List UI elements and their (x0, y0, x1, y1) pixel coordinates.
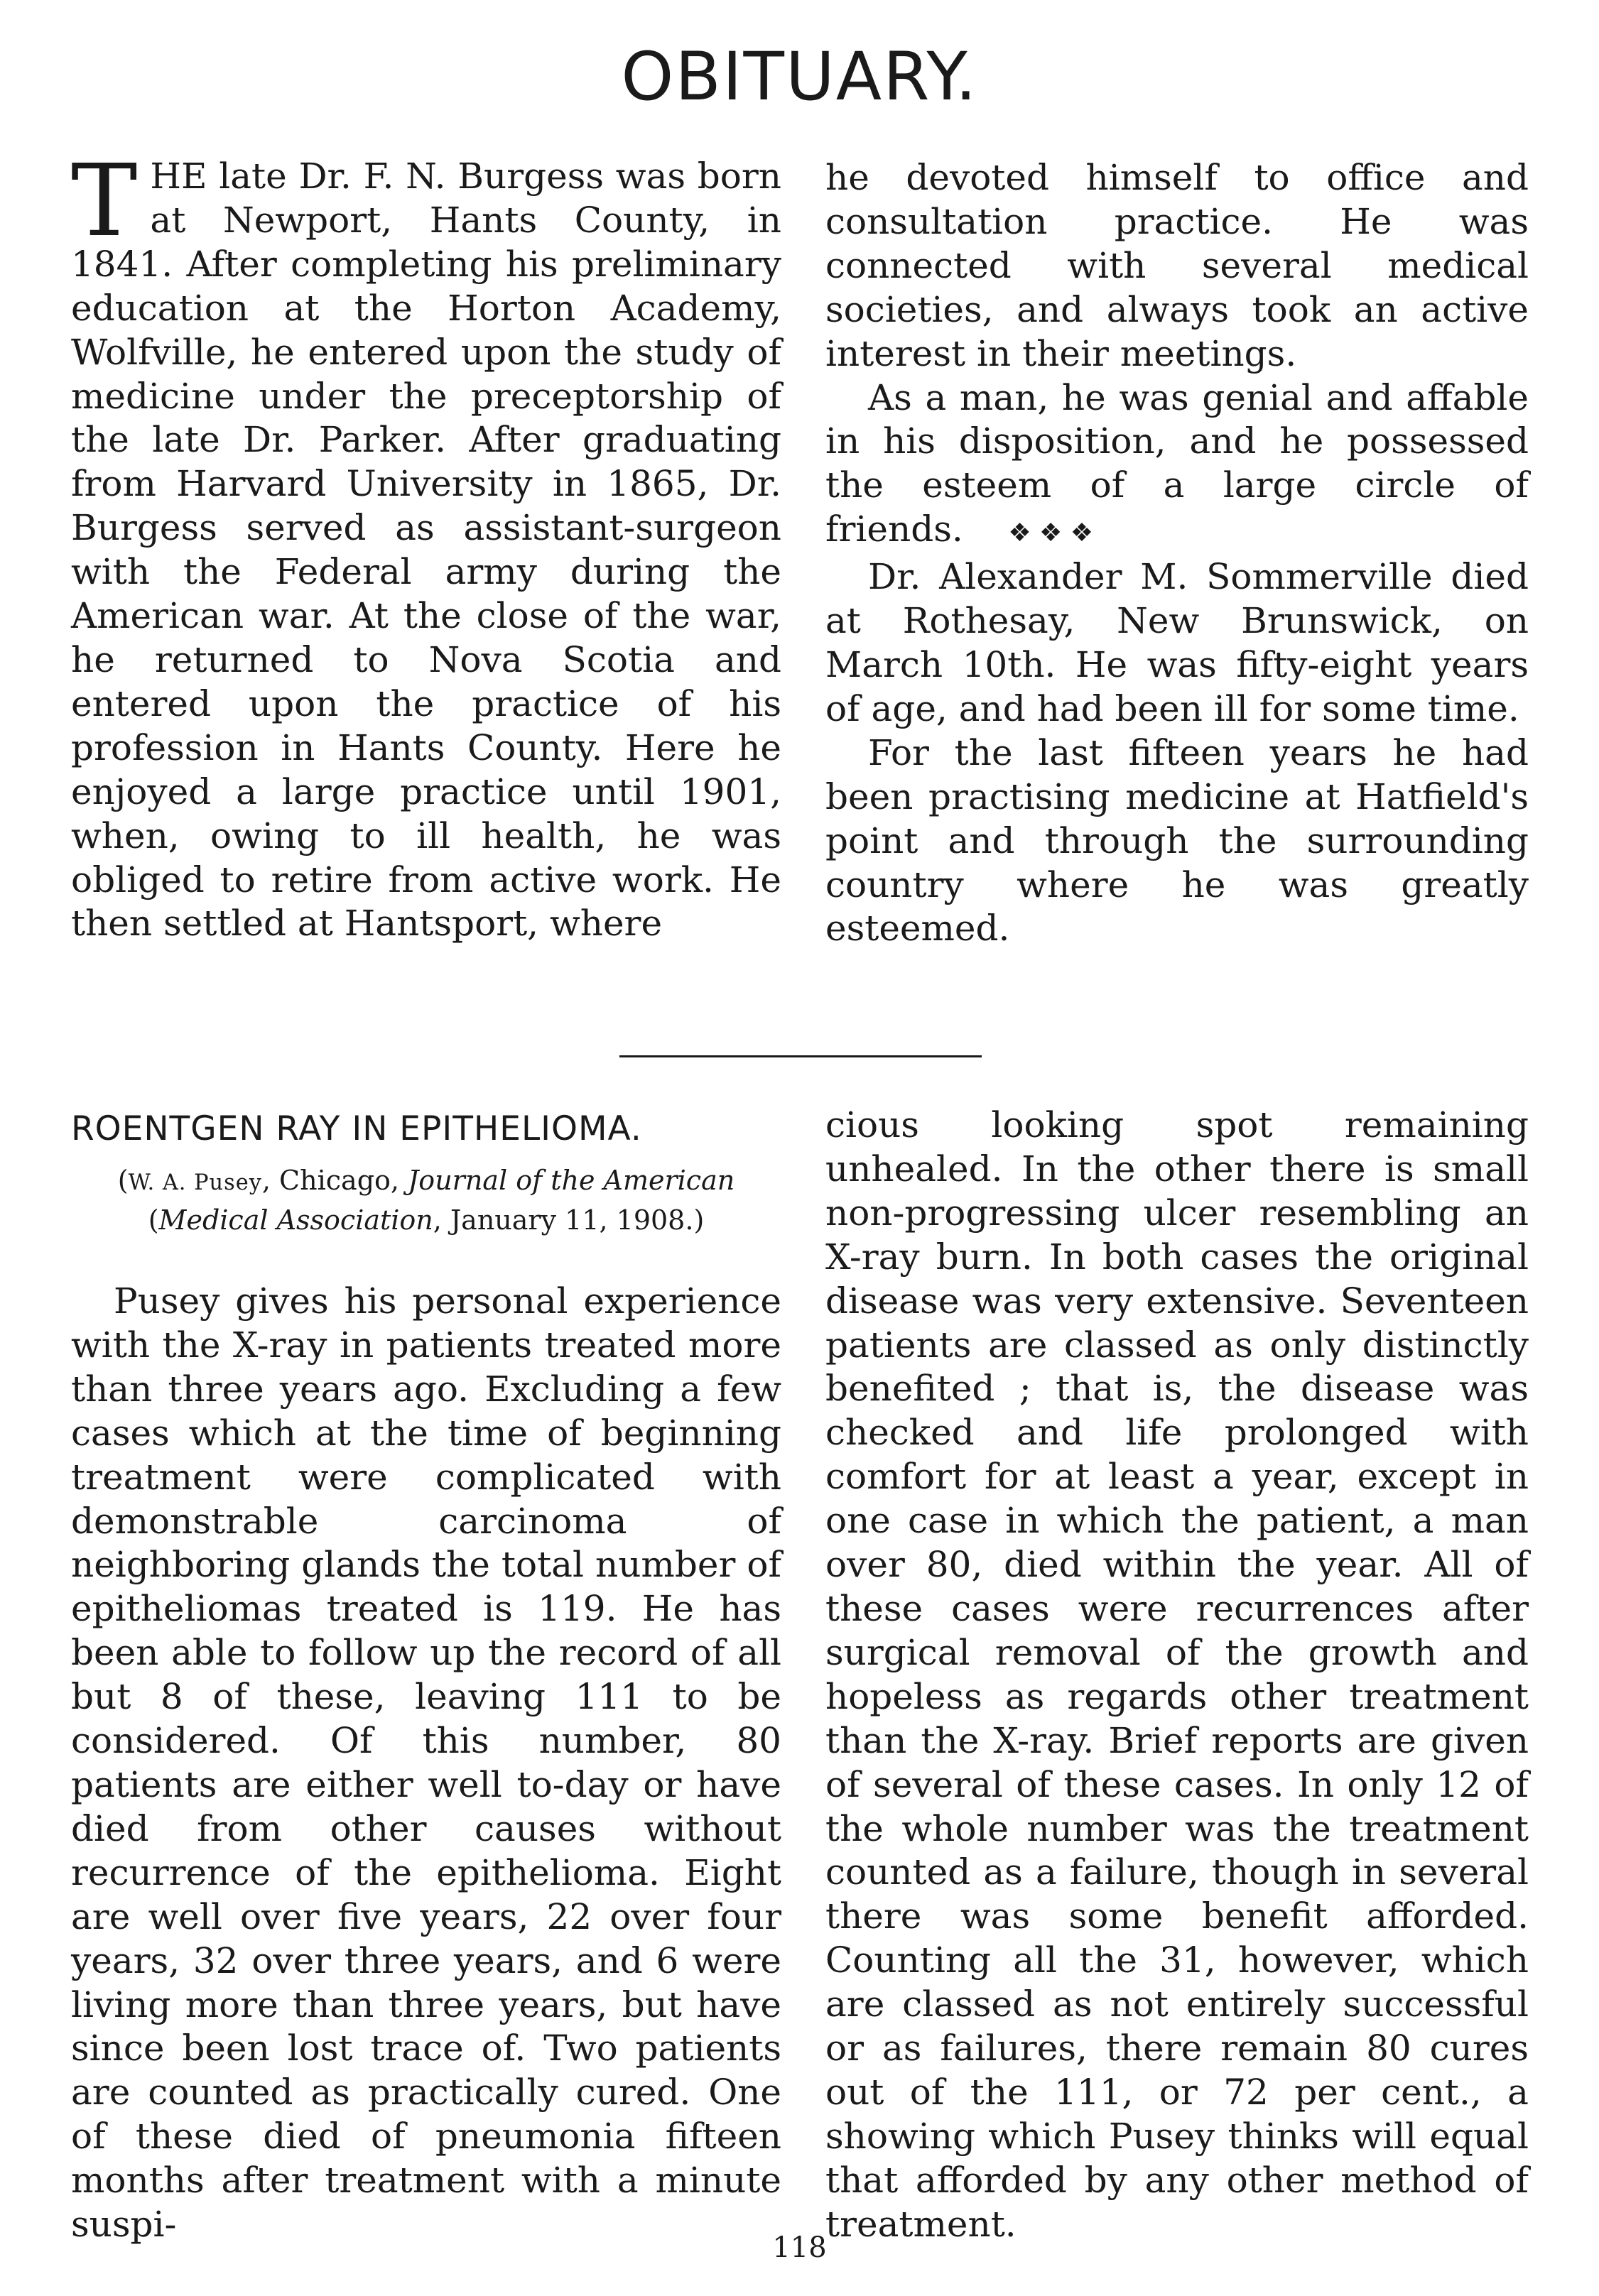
article-right-text: cious looking spot remaining unhealed. In the other there is small non-progressing ulcer resembling an X-ray burn. In both cases the original disease was very extensive. Seventeen patients are classed as only distinctly benefited ; that is, the disease was checked and life prolonged with comfort for at least a year, except in one case in which the patient, a man over 80, died within the year. All of these cases were recurrences after surgical removal of the growth and hopeless as regards other treatment than the X-ray. Brief reports are given of several of these cases. In only 12 of the whole number was the treatment counted as a failure, though in several there was some benefit afforded. Counting all the 31, however, which are classed as not entirely successful or as failures, there remain 80 cures out of the 111, or 72 per cent., a showing which Pusey thinks will equal that afforded by any other method of treatment. (825, 1104, 1529, 2245)
article-left-text: Pusey gives his personal experience with the X-ray in patients treated more than three years ago. Excluding a few cases which at the time of beginning treatment were complicated with demonstrable carcinoma of neighboring glands the total number of epitheliomas treated is 119. He has been able to follow up the record of all but 8 of these, leaving 111 to be considered. Of this number, 80 patients are either well to-day or have died from other causes without recurrence of the epithelioma. Eight are well over five years, 22 over four years, 32 over three years, and 6 were living more than three years, but have since been lost trace of. Two patients are counted as practically cured. One of these died of pneumonia fifteen months after treatment with a minute suspi- (71, 1280, 781, 2246)
obituary-left-column (71, 143, 781, 946)
citation-journal-part1: Journal of the American (408, 1165, 735, 1196)
ornament: ❖ ❖ ❖ (1008, 518, 1094, 548)
page-number: 118 (772, 2231, 827, 2264)
citation-location: , Chicago, (261, 1165, 399, 1196)
obituary-paragraph: Dr. Alexander M. Sommerville died at Rothesay, New Brunswick, on March 10th. He was fifty-eight years of age, and had been ill for some time. (825, 556, 1529, 729)
drop-cap: T (71, 143, 138, 259)
obituary-paragraph: he devoted himself to office and consultation practice. He was connected with several medical societies, and always took an active interest in their meetings. (825, 157, 1529, 374)
citation-date: , January 11, 1908.) (433, 1204, 705, 1236)
article-citation: (W. A. Pusey, Chicago, Journal of the American (Medical Association, January 11, 1908.) (117, 1165, 735, 1236)
obituary-left-text: HE late Dr. F. N. Burgess was born at Newport, Hants County, in 1841. After completing his preliminary education at the Horton Academy, Wolfville, he entered upon the study of medicine under the preceptorship of the late Dr. Parker. After graduating from Harvard University in 1865, Dr. Burgess served as assistant-surgeon with the Federal army during the American war. At the close of the war, he returned to Nova Scotia and entered upon the practice of his profession in Hants County. Here he enjoyed a large practice until 1901, when, owing to ill health, he was obliged to retire from active work. He then settled at Hantsport, where (71, 156, 781, 945)
citation-journal-part2: Medical Association (158, 1204, 433, 1236)
obituary-paragraph-text: As a man, he was genial and affable in his disposition, and he possessed the esteem of a large circle of friends. (825, 376, 1529, 550)
article-right-column (825, 1104, 1529, 2247)
article-heading: ROENTGEN RAY IN EPITHELIOMA. (71, 1109, 642, 1148)
obituary-right-column (825, 156, 1529, 951)
obituary-paragraph (825, 376, 1529, 556)
section-divider (619, 1055, 982, 1057)
obituary-paragraph: For the last fifteen years he had been practising medicine at Hatfield's point and through the surrounding country where he was greatly esteemed. (825, 731, 1529, 950)
article-left-column (71, 1280, 781, 2247)
citation-author: W. A. Pusey (128, 1170, 262, 1195)
page-title: OBITUARY. (621, 38, 978, 116)
